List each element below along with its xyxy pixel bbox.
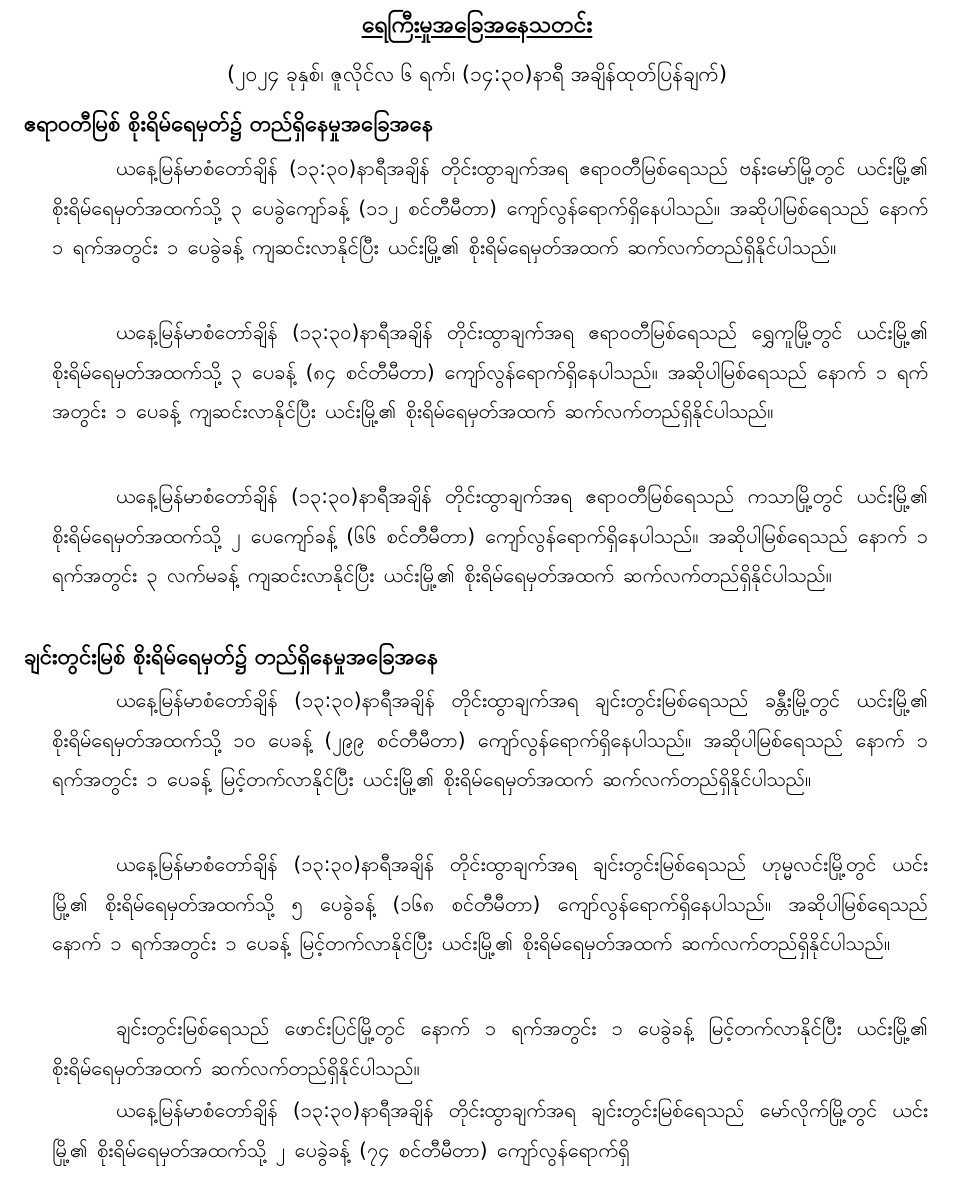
section-heading-irrawaddy: ဧရာဝတီမြစ် စိုးရိမ်ရေမှတ်၌ တည်ရှိနေမှုအခြေအနေ bbox=[24, 112, 434, 137]
paragraph-mawlaik: ယနေ့မြန်မာစံတော်ချိန် (၁၃:၃၀)နာရီအချိန် တိုင်းထွာချက်အရ ချင်းတွင်းမြစ်ရေသည် မော်လိုက်မြို့တွင် ယင်းမြို့၏ စိုးရိမ်ရေမှတ်အထက်သို့ ၂ ပေခွဲခန့် (၇၄ စင်တီမီတာ) ကျော်လွန်ရောက်ရှိ bbox=[52, 1098, 928, 1162]
paragraph-katha: ယနေ့မြန်မာစံတော်ချိန် (၁၃:၃၀)နာရီအချိန် တိုင်းထွာချက်အရ ဧရာဝတီမြစ်ရေသည် ကသာမြို့တွင် ယင်းမြို့၏ စိုးရိမ်ရေမှတ်အထက်သို့ ၂ ပေကျော်ခန့် (၆၆ စင်တီမီတာ) ကျော်လွန်ရောက်ရှိနေပါသည်။ အဆိုပါမြစ်ရေသည် နောက် ၁ ရက်အတွင်း ၃ လက်မခန့် ကျဆင်းလာနိုင်ပြီး ယင်းမြို့၏ စိုးရိမ်ရေမှတ်အထက် ဆက်လက်တည်ရှိနိုင်ပါသည်။ bbox=[52, 484, 928, 588]
section-heading-chindwin: ချင်းတွင်းမြစ် စိုးရိမ်ရေမှတ်၌ တည်ရှိနေမှုအခြေအနေ bbox=[24, 645, 439, 670]
paragraph-phaungpyin: ချင်းတွင်းမြစ်ရေသည် ဖောင်းပြင်မြို့တွင် နောက် ၁ ရက်အတွင်း ၁ ပေခွဲခန့် မြင့်တက်လာနိုင်ပြီး ယင်းမြို့၏ စိုးရိမ်ရေမှတ်အထက် ဆက်လက်တည်ရှိနိုင်ပါသည်။ bbox=[52, 1016, 928, 1080]
document-title-text: ရေကြီးမှုအခြေအနေသတင်း bbox=[361, 12, 593, 38]
document-title bbox=[0, 8, 954, 42]
paragraph-shwegu: ယနေ့မြန်မာစံတော်ချိန် (၁၃:၃၀)နာရီအချိန် တိုင်းထွာချက်အရ ဧရာဝတီမြစ်ရေသည် ရွှေကူမြို့တွင် ယင်းမြို့၏ စိုးရိမ်ရေမှတ်အထက်သို့ ၃ ပေခန့် (၈၄ စင်တီမီတာ) ကျော်လွန်ရောက်ရှိနေပါသည်။ အဆိုပါမြစ်ရေသည် နောက် ၁ ရက်အတွင်း ၁ ပေခန့် ကျဆင်းလာနိုင်ပြီး ယင်းမြို့၏ စိုးရိမ်ရေမှတ်အထက် ဆက်လက်တည်ရှိနိုင်ပါသည်။ bbox=[52, 320, 928, 424]
paragraph-homalin: ယနေ့မြန်မာစံတော်ချိန် (၁၃:၃၀)နာရီအချိန် တိုင်းထွာချက်အရ ချင်းတွင်းမြစ်ရေသည် ဟုမ္မလင်းမြို့တွင် ယင်းမြို့၏ စိုးရိမ်ရေမှတ်အထက်သို့ ၅ ပေခွဲခန့် (၁၆၈ စင်တီမီတာ) ကျော်လွန်ရောက်ရှိနေပါသည်။ အဆိုပါမြစ်ရေသည် နောက် ၁ ရက်အတွင်း ၁ ပေခန့် မြင့်တက်လာနိုင်ပြီး ယင်းမြို့၏ စိုးရိမ်ရေမှတ်အထက် ဆက်လက်တည်ရှိနိုင်ပါသည်။ bbox=[52, 852, 928, 956]
paragraph-khamti: ယနေ့မြန်မာစံတော်ချိန် (၁၃:၃၀)နာရီအချိန် တိုင်းထွာချက်အရ ချင်းတွင်းမြစ်ရေသည် ခန္တီးမြို့တွင် ယင်းမြို့၏ စိုးရိမ်ရေမှတ်အထက်သို့ ၁၀ ပေခန့် (၂၉၉ စင်တီမီတာ) ကျော်လွန်ရောက်ရှိနေပါသည်။ အဆိုပါမြစ်ရေသည် နောက် ၁ ရက်အတွင်း ၁ ပေခန့် မြင့်တက်လာနိုင်ပြီး ယင်းမြို့၏ စိုးရိမ်ရေမှတ်အထက် ဆက်လက်တည်ရှိနိုင်ပါသည်။ bbox=[52, 688, 928, 792]
document-subtitle: (၂၀၂၄ ခုနှစ်၊ ဇူလိုင်လ ၆ ရက်၊ (၁၄:၃၀)နာရီ အချိန်ထုတ်ပြန်ချက်) bbox=[226, 62, 728, 86]
paragraph-bhamo: ယနေ့မြန်မာစံတော်ချိန် (၁၃:၃၀)နာရီအချိန် တိုင်းထွာချက်အရ ဧရာဝတီမြစ်ရေသည် ဗန်းမော်မြို့တွင် ယင်းမြို့၏ စိုးရိမ်ရေမှတ်အထက်သို့ ၃ ပေခွဲကျော်ခန့် (၁၁၂ စင်တီမီတာ) ကျော်လွန်ရောက်ရှိနေပါသည်။ အဆိုပါမြစ်ရေသည် နောက် ၁ ရက်အတွင်း ၁ ပေခွဲခန့် ကျဆင်းလာနိုင်ပြီး ယင်းမြို့၏ စိုးရိမ်ရေမှတ်အထက် ဆက်လက်တည်ရှိနိုင်ပါသည်။ bbox=[52, 156, 928, 260]
